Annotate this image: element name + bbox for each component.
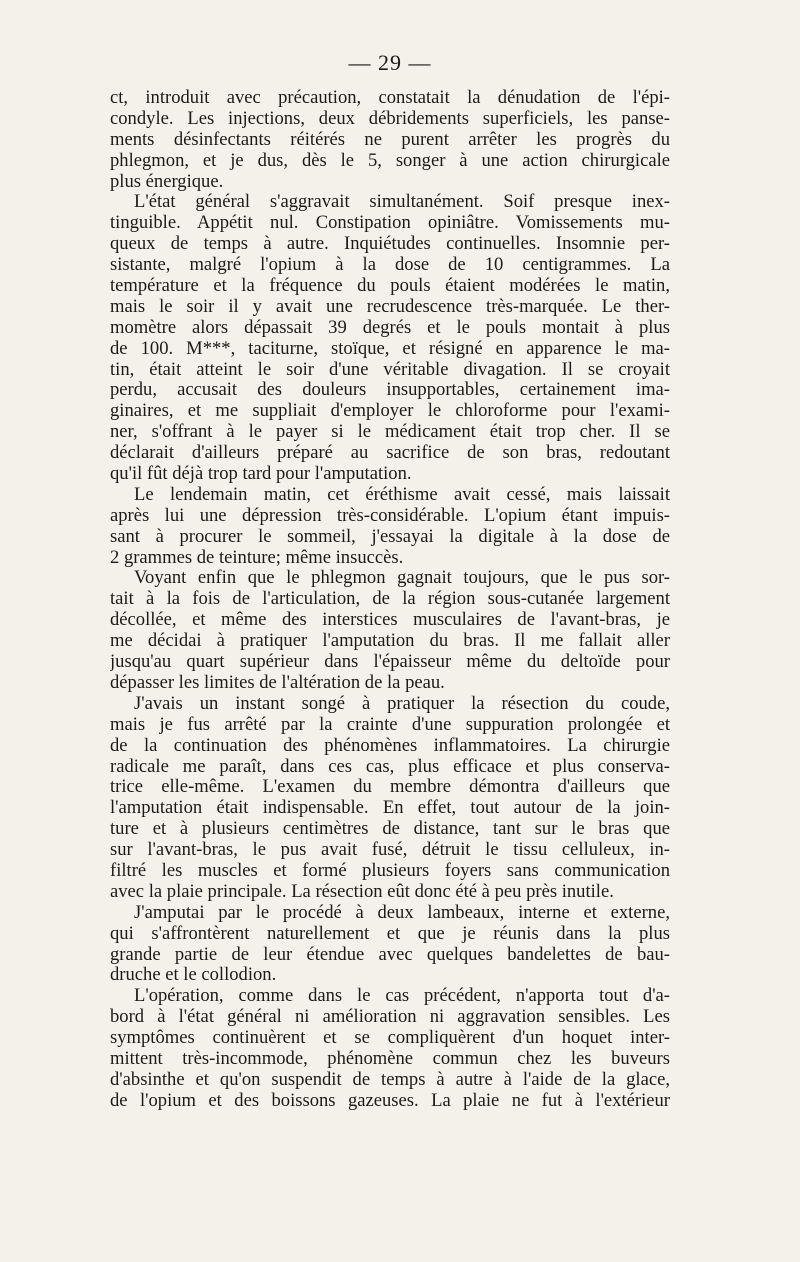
page-number: — 29 — <box>348 50 432 75</box>
text-line: tinguible. Appétit nul. Constipation opiniâtre. Vomissements mu- <box>110 213 670 234</box>
text-line: radicale me paraît, dans ces cas, plus efficace et plus conserva- <box>110 756 670 777</box>
text-line: me décidai à pratiquer l'amputation du bras. Il me fallait aller <box>110 631 670 652</box>
text-line: avec la plaie principale. La résection eût donc été à peu près inutile. <box>110 881 614 902</box>
text-line: L'état général s'aggravait simultanément. Soif presque inex- <box>134 192 670 213</box>
text-line: J'avais un instant songé à pratiquer la résection du coude, <box>134 693 670 714</box>
text-line: mais je fus arrêté par la crainte d'une suppuration prolongée et <box>110 714 670 735</box>
text-line: sistante, malgré l'opium à la dose de 10 centigrammes. La <box>110 255 670 276</box>
text-line: grande partie de leur étendue avec quelques bandelettes de bau- <box>110 944 670 965</box>
text-line: momètre alors dépassait 39 degrés et le pouls montait à plus <box>110 317 670 338</box>
text-line: sant à procurer le sommeil, j'essayai la digitale à la dose de <box>110 526 670 547</box>
text-line: sur l'avant-bras, le pus avait fusé, détruit le tissu celluleux, in- <box>110 840 670 861</box>
text-line: filtré les muscles et formé plusieurs foyers sans communication <box>110 860 670 881</box>
text-line: Voyant enfin que le phlegmon gagnait toujours, que le pus sor- <box>134 568 670 589</box>
text-line: tin, était atteint le soir d'une véritable divagation. Il se croyait <box>110 359 670 380</box>
text-line: déclarait d'ailleurs préparé au sacrifice de son bras, redoutant <box>110 443 670 464</box>
text-line: dépasser les limites de l'altération de la peau. <box>110 672 445 693</box>
text-line: mittent très-incommode, phénomène commun chez les buveurs <box>110 1048 670 1069</box>
text-line: druche et le collodion. <box>110 965 277 986</box>
text-line: ments désinfectants réitérés ne purent arrêter les progrès du <box>110 129 670 150</box>
text-line: trice elle-même. L'examen du membre démontra d'ailleurs que <box>110 777 670 798</box>
book-page <box>110 48 670 1111</box>
text-line: de l'opium et des boissons gazeuses. La plaie ne fut à l'extérieur <box>110 1090 670 1111</box>
text-line: ner, s'offrant à le payer si le médicament était trop cher. Il se <box>110 422 670 443</box>
text-line: perdu, accusait des douleurs insupportables, certainement ima- <box>110 380 670 401</box>
text-line: de la continuation des phénomènes inflammatoires. La chirurgie <box>110 735 670 756</box>
text-line: condyle. Les injections, deux débridements superficiels, les panse- <box>110 108 670 129</box>
text-line: de 100. M***, taciturne, stoïque, et résigné en apparence le ma- <box>110 338 670 359</box>
text-line: qu'il fût déjà trop tard pour l'amputation. <box>110 464 412 485</box>
text-line: queux de temps à autre. Inquiétudes continuelles. Insomnie per- <box>110 234 670 255</box>
text-line: qui s'affrontèrent naturellement et que je réunis dans la plus <box>110 923 670 944</box>
text-line: ct, introduit avec précaution, constatait la dénudation de l'épi- <box>110 88 670 108</box>
text-line: bord à l'état général ni amélioration ni aggravation sensibles. Les <box>110 1007 670 1028</box>
text-line: mais le soir il y avait une recrudescence très-marquée. Le ther- <box>110 296 670 317</box>
text-line: ginaires, et me suppliait d'employer le chloroforme pour l'exami- <box>110 401 670 422</box>
text-line: température et la fréquence du pouls étaient modérées le matin, <box>110 276 670 297</box>
text-line: l'amputation était indispensable. En effet, tout autour de la join- <box>110 798 670 819</box>
text-line: L'opération, comme dans le cas précédent, n'apporta tout d'a- <box>134 986 670 1007</box>
text-line: après lui une dépression très-considérable. L'opium étant impuis- <box>110 505 670 526</box>
text-line: J'amputai par le procédé à deux lambeaux, interne et externe, <box>134 902 670 923</box>
text-line: jusqu'au quart supérieur dans l'épaisseur même du deltoïde pour <box>110 652 670 673</box>
text-line: plus énergique. <box>110 171 224 192</box>
text-line: tait à la fois de l'articulation, de la région sous-cutanée largement <box>110 589 670 610</box>
text-line: ture et à plusieurs centimètres de distance, tant sur le bras que <box>110 819 670 840</box>
text-line: 2 grammes de teinture; même insuccès. <box>110 547 404 568</box>
text-line: d'absinthe et qu'on suspendit de temps à autre à l'aide de la glace, <box>110 1069 670 1090</box>
text-line: symptômes continuèrent et se compliquèrent d'un hoquet inter- <box>110 1028 670 1049</box>
body-text <box>110 88 670 1112</box>
text-line: Le lendemain matin, cet éréthisme avait cessé, mais laissait <box>134 484 670 505</box>
text-line: décollée, et même des interstices musculaires de l'avant-bras, je <box>110 610 670 631</box>
text-line: phlegmon, et je dus, dès le 5, songer à une action chirurgicale <box>110 150 670 171</box>
